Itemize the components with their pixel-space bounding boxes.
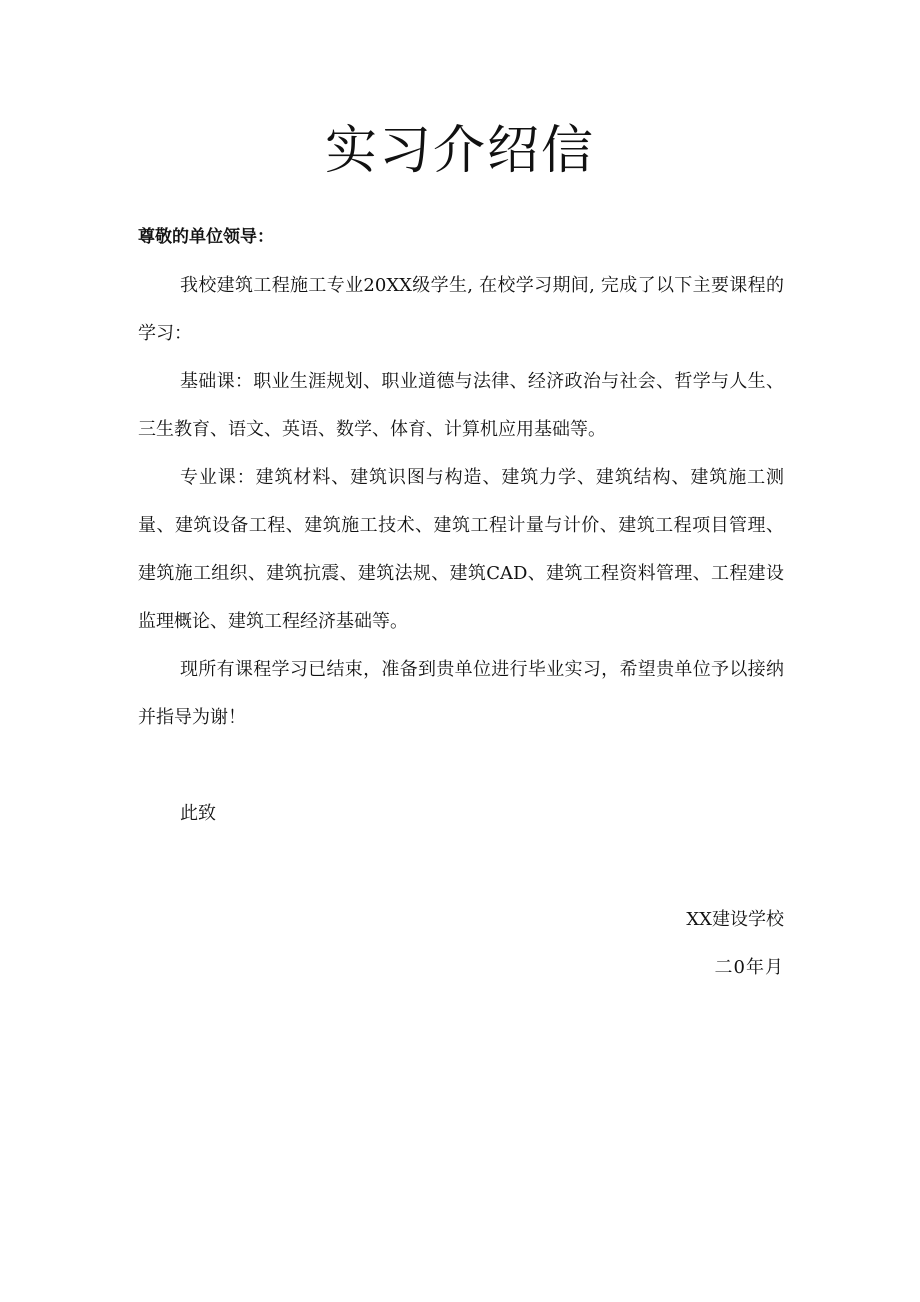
paragraph-request: 现所有课程学习已结束，准备到贵单位进行毕业实习，希望贵单位予以接纳并指导为谢！ <box>138 659 784 728</box>
paragraph-basic-courses: 基础课：职业生涯规划、职业道德与法律、经济政治与社会、哲学与人生、三生教育、语文、英语、数学、体育、计算机应用基础等。 <box>138 371 784 440</box>
paragraph-intro: 我校建筑工程施工专业20XX级学生, 在校学习期间, 完成了以下主要课程的学习： <box>138 275 784 344</box>
document-title: 实习介绍信 <box>324 121 595 181</box>
signature-date: 二0年月 <box>714 957 784 978</box>
paragraph-professional-courses: 专业课：建筑材料、建筑识图与构造、建筑力学、建筑结构、建筑施工测量、建筑设备工程、建筑施工技术、建筑工程计量与计价、建筑工程项目管理、建筑施工组织、建筑抗震、建筑法规、建筑CAD、建筑工程资料管理、工程建设监理概论、建筑工程经济基础等。 <box>138 467 784 632</box>
signature-school: XX建设学校 <box>686 909 784 930</box>
closing: 此致 <box>180 803 216 824</box>
salutation: 尊敬的单位领导： <box>138 227 274 247</box>
